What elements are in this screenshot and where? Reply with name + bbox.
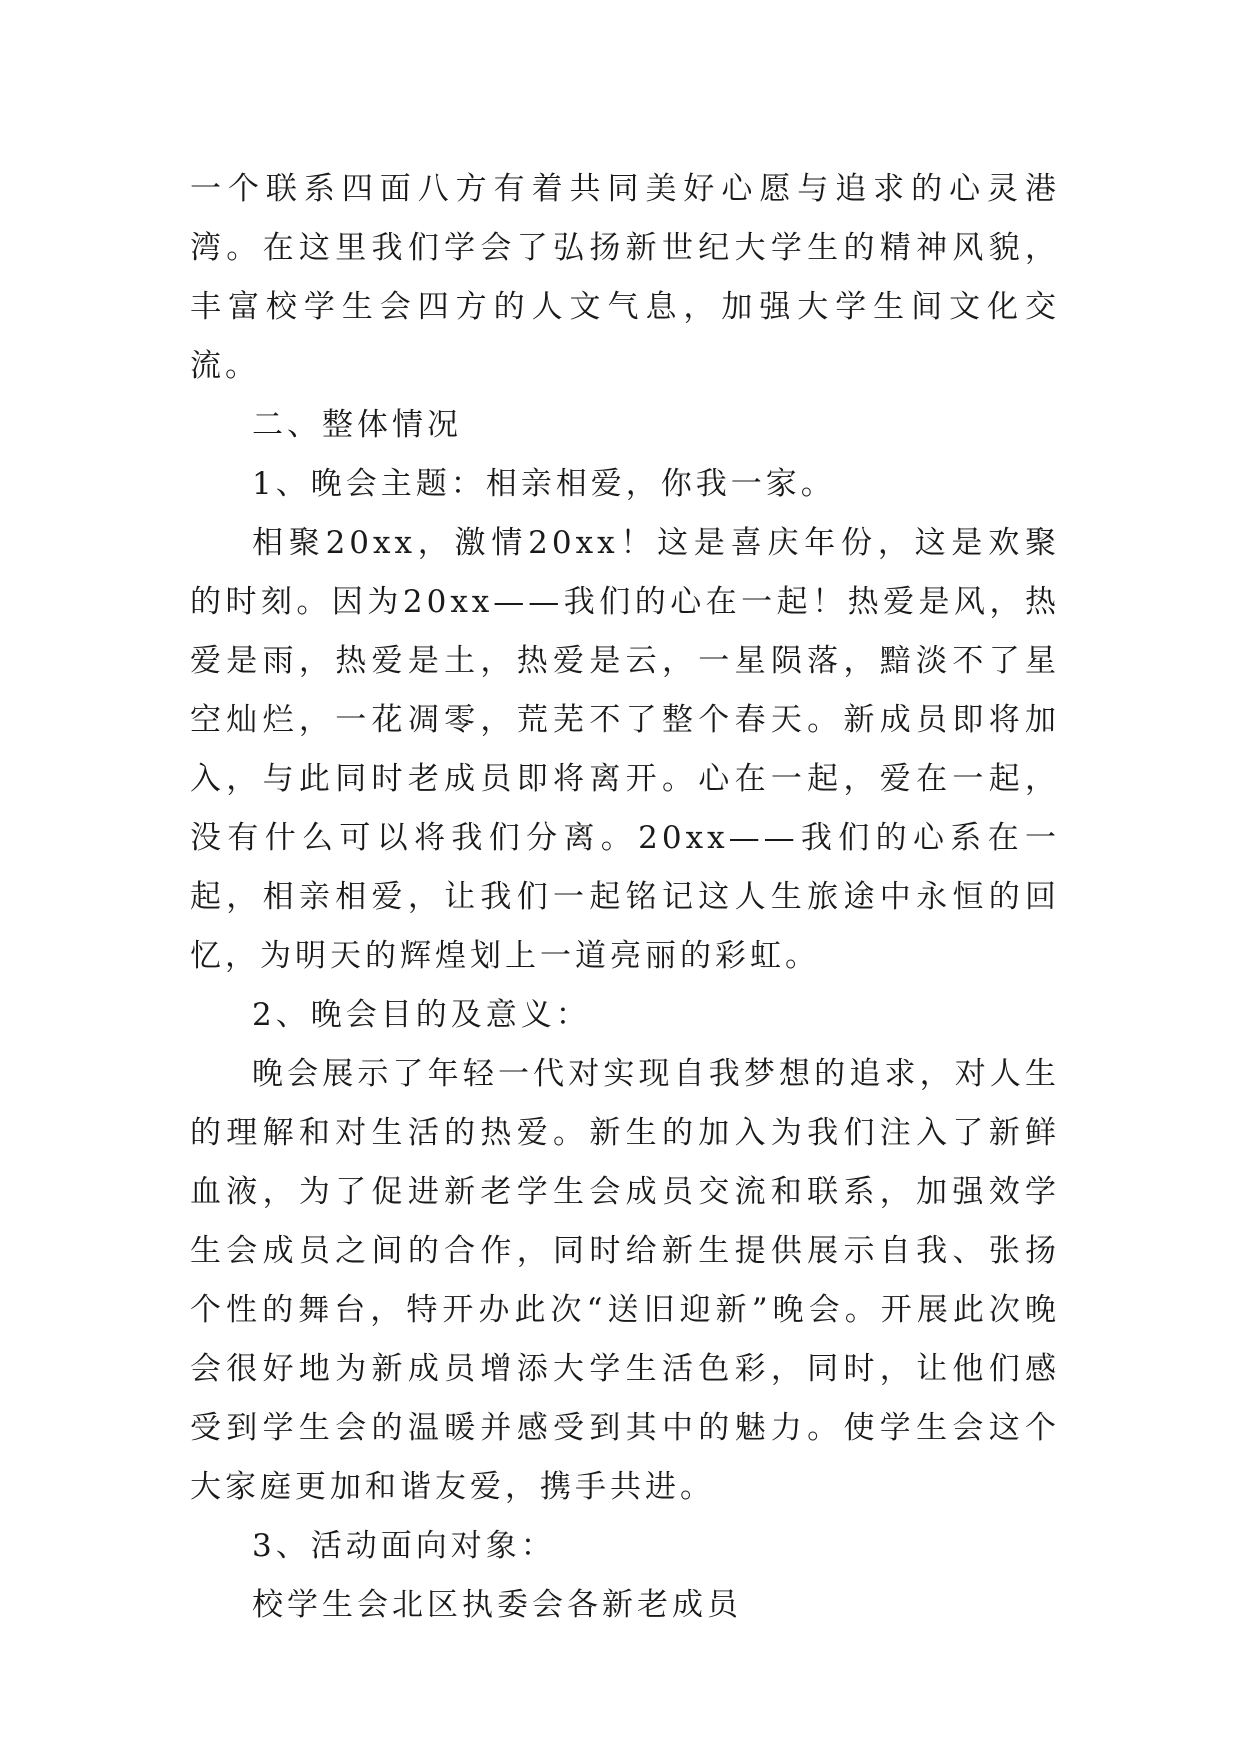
paragraph-purpose-body: 晚会展示了年轻一代对实现自我梦想的追求，对人生的理解和对生活的热爱。新生的加入为我们注入了新鲜血液，为了促进新老学生会成员交流和联系，加强效学生会成员之间的合作，同时给新生提供展示自我、张扬个性的舞台，特开办此次“送旧迎新”晚会。开展此次晚会很好地为新成员增添大学生活色彩，同时，让他们感受到学生会的温暖并感受到其中的魅力。使学生会这个大家庭更加和谐友爱，携手共进。 xyxy=(190,1056,1060,1505)
document-page xyxy=(190,160,1060,1635)
item-heading-audience: 3、活动面向对象： xyxy=(252,1528,556,1564)
section-heading-overall: 二、整体情况 xyxy=(252,407,462,443)
item-heading-theme: 1、晚会主题：相亲相爱，你我一家。 xyxy=(252,466,836,502)
paragraph-theme-body: 相聚20xx，激情20xx！这是喜庆年份，这是欢聚的时刻。因为20xx——我们的心在一起！热爱是风，热爱是雨，热爱是土，热爱是云，一星陨落，黯淡不了星空灿烂，一花凋零，荒芜不了整个春天。新成员即将加入，与此同时老成员即将离开。心在一起，爱在一起，没有什么可以将我们分离。20xx——我们的心系在一起，相亲相爱，让我们一起铭记这人生旅途中永恒的回忆，为明天的辉煌划上一道亮丽的彩虹。 xyxy=(190,525,1060,974)
paragraph-intro: 一个联系四面八方有着共同美好心愿与追求的心灵港湾。在这里我们学会了弘扬新世纪大学生的精神风貌，丰富校学生会四方的人文气息，加强大学生间文化交流。 xyxy=(190,171,1060,384)
item-heading-purpose: 2、晚会目的及意义： xyxy=(252,997,591,1033)
paragraph-audience-body: 校学生会北区执委会各新老成员 xyxy=(252,1587,742,1623)
